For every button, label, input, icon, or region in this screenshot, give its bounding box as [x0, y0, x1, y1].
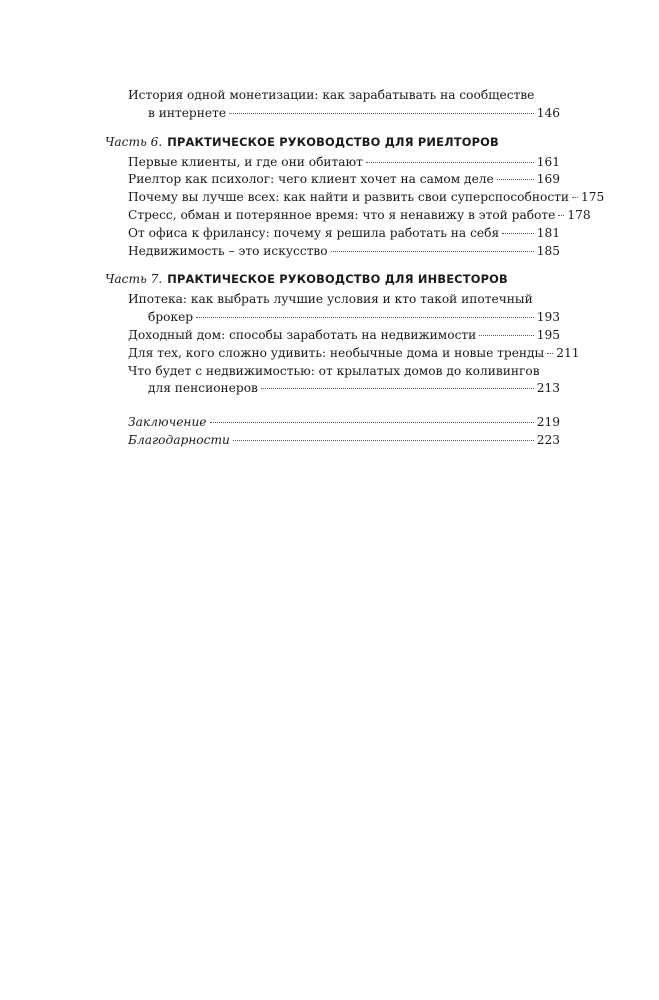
toc-entry: [105, 207, 591, 225]
page-number: 211: [556, 345, 580, 360]
page-number: 178: [567, 207, 591, 222]
page-number: 195: [536, 327, 560, 342]
part-6-heading: [105, 133, 560, 151]
toc-entry-title: Первые клиенты, и где они обитают: [128, 154, 363, 169]
toc-entry-title: Риелтор как психолог: чего клиент хочет на самом деле: [128, 172, 494, 187]
toc-entry-title-line2: в интернете: [148, 105, 227, 120]
toc-entry-title: Недвижимость – это искусство: [128, 243, 328, 258]
page-number: 161: [536, 154, 560, 169]
toc-entry: [105, 243, 560, 261]
table-of-contents: [105, 87, 605, 450]
toc-entry-title-line1: Ипотека: как выбрать лучшие условия и кто такой ипотечный: [128, 292, 533, 307]
page-number: 175: [581, 190, 605, 205]
dot-leader: [229, 112, 534, 114]
page-number: 185: [536, 243, 560, 258]
dot-leader: [502, 232, 534, 234]
toc-entry: [105, 327, 560, 345]
toc-entry-title: Заключение: [128, 415, 207, 430]
toc-entry-future: [105, 363, 560, 399]
toc-entry-title: Для тех, кого сложно удивить: необычные дома и новые тренды: [128, 345, 545, 360]
dot-leader: [479, 334, 533, 336]
dot-leader: [497, 178, 534, 180]
part-label: Часть 7.: [105, 272, 163, 287]
dot-leader: [210, 421, 534, 423]
toc-entry-title: Доходный дом: способы заработать на недвижимости: [128, 327, 477, 342]
toc-entry-title: Почему вы лучше всех: как найти и развить свои суперспособности: [128, 190, 570, 205]
part-7-heading: [105, 270, 560, 288]
toc-entry-title-line1: Что будет с недвижимостью: от крылатых домов до коливингов: [128, 363, 540, 378]
toc-entry: [105, 171, 560, 189]
dot-leader: [547, 352, 553, 354]
page-number: 223: [536, 432, 560, 447]
page-number: 146: [536, 105, 560, 120]
dot-leader: [331, 250, 534, 252]
toc-entry-mortgage: [105, 291, 560, 327]
dot-leader: [366, 161, 534, 163]
toc-entry-title-line1: История одной монетизации: как зарабатывать на сообществе: [128, 88, 535, 102]
toc-entry-conclusion: [105, 414, 560, 432]
toc-entry: [105, 154, 560, 172]
toc-entry: [105, 345, 580, 363]
toc-entry-title-line2: брокер: [148, 310, 194, 325]
toc-entry-title-line2: для пенсионеров: [148, 381, 258, 396]
dot-leader: [196, 316, 534, 318]
toc-entry-acknowledgements: [105, 432, 560, 450]
dot-leader: [558, 214, 564, 216]
dot-leader: [233, 439, 534, 441]
toc-entry-title: Благодарности: [128, 432, 230, 447]
page-number: 169: [536, 172, 560, 187]
page-number: 219: [536, 415, 560, 430]
toc-entry-title: Стресс, обман и потерянное время: что я ненавижу в этой работе: [128, 207, 556, 222]
page-number: 213: [536, 381, 560, 396]
part-title: ПРАКТИЧЕСКОЕ РУКОВОДСТВО ДЛЯ РИЕЛТОРОВ: [167, 134, 499, 149]
toc-entry: [105, 189, 605, 207]
page-number: 193: [536, 310, 560, 325]
dot-leader: [261, 387, 534, 389]
dot-leader: [572, 196, 578, 198]
page-number: 181: [536, 225, 560, 240]
toc-entry: [105, 225, 560, 243]
spacer: [105, 398, 560, 414]
part-title: ПРАКТИЧЕСКОЕ РУКОВОДСТВО ДЛЯ ИНВЕСТОРОВ: [167, 272, 508, 287]
part-label: Часть 6.: [105, 134, 163, 149]
toc-entry-title: От офиса к фрилансу: почему я решила работать на себя: [128, 225, 500, 240]
toc-entry-monetization: [105, 87, 560, 123]
